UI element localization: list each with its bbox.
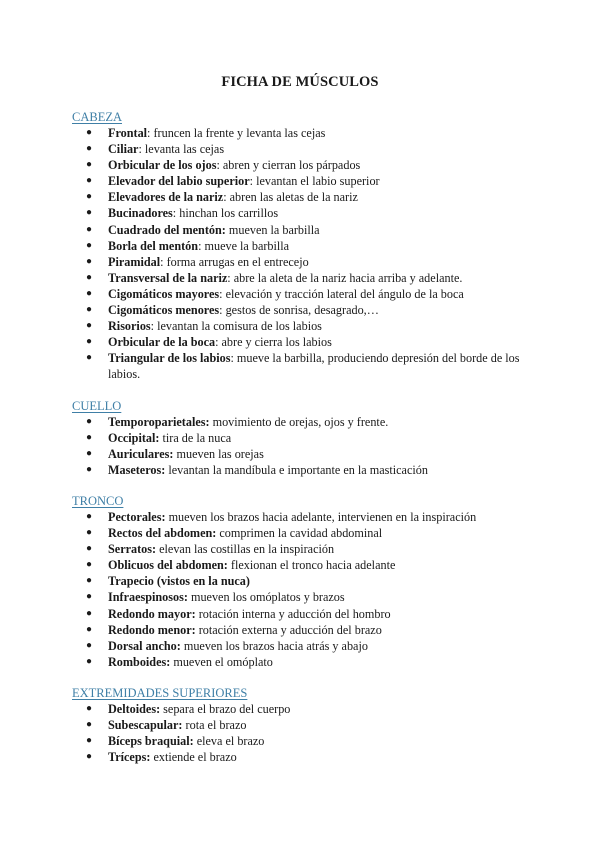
muscle-name: Redondo menor: bbox=[108, 622, 196, 637]
muscle-name: Redondo mayor: bbox=[108, 606, 196, 621]
muscle-description: : mueve la barbilla bbox=[198, 238, 290, 253]
list-item bbox=[72, 254, 542, 270]
list-item bbox=[72, 525, 542, 541]
section-heading-extremidades-superiores: EXTREMIDADES SUPERIORES bbox=[72, 686, 248, 700]
page-title: FICHA DE MÚSCULOS bbox=[221, 74, 379, 90]
muscle-list-cabeza bbox=[72, 125, 542, 383]
muscle-description: : levantan el labio superior bbox=[249, 174, 380, 189]
list-item bbox=[72, 270, 542, 286]
muscle-name: Auriculares: bbox=[108, 447, 174, 462]
muscle-description: rotación interna y aducción del hombro bbox=[195, 606, 391, 621]
muscle-name: Romboides: bbox=[108, 654, 171, 669]
muscle-name: Occipital: bbox=[108, 431, 160, 446]
muscle-description: : forma arrugas en el entrecejo bbox=[160, 254, 309, 269]
muscle-name: Temporoparietales: bbox=[108, 415, 210, 429]
list-item bbox=[72, 509, 542, 525]
list-item bbox=[72, 541, 542, 557]
bullet-icon: ● bbox=[86, 703, 93, 714]
list-item bbox=[72, 350, 528, 382]
muscle-name: Risorios bbox=[108, 319, 151, 334]
muscle-name: Orbicular de los ojos bbox=[108, 158, 217, 173]
bullet-icon: ● bbox=[86, 719, 93, 731]
muscle-name: Cigomáticos menores bbox=[108, 303, 220, 318]
section-heading-tronco: TRONCO bbox=[72, 494, 124, 508]
list-item bbox=[72, 286, 542, 302]
muscle-description: : levantan la comisura de los labios bbox=[150, 319, 322, 334]
muscle-description: flexionan el tronco hacia adelante bbox=[227, 558, 396, 573]
muscle-list-tronco bbox=[72, 509, 542, 670]
list-item bbox=[72, 222, 542, 238]
muscle-name: Piramidal bbox=[108, 254, 161, 269]
list-item bbox=[72, 557, 542, 573]
muscle-description: mueven la barbilla bbox=[225, 222, 320, 237]
section-cabeza bbox=[72, 110, 542, 383]
bullet-icon: ● bbox=[86, 623, 93, 635]
section-tronco bbox=[72, 494, 542, 670]
bullet-icon: ● bbox=[86, 639, 93, 651]
section-heading-cuello: CUELLO bbox=[72, 399, 122, 413]
muscle-description: rotación externa y aducción del brazo bbox=[195, 622, 382, 637]
bullet-icon: ● bbox=[86, 352, 93, 364]
bullet-icon: ● bbox=[86, 527, 93, 539]
muscle-name: Dorsal ancho: bbox=[108, 638, 181, 653]
muscle-description: : abre y cierra los labios bbox=[215, 335, 332, 350]
muscle-description: mueven el omóplato bbox=[170, 654, 273, 669]
list-item bbox=[72, 157, 542, 173]
bullet-icon: ● bbox=[86, 191, 93, 203]
muscle-name: Frontal bbox=[108, 126, 148, 140]
bullet-icon: ● bbox=[86, 255, 93, 267]
muscle-description: eleva el brazo bbox=[193, 734, 265, 749]
muscle-name: Elevadores de la nariz bbox=[108, 190, 224, 205]
bullet-icon: ● bbox=[86, 655, 93, 667]
muscle-name: Trapecio (vistos en la nuca) bbox=[108, 574, 250, 589]
list-item bbox=[72, 749, 542, 765]
muscle-name: Infraespinosos: bbox=[108, 590, 188, 605]
muscle-name: Maseteros: bbox=[108, 463, 166, 478]
section-cuello bbox=[72, 399, 542, 478]
muscle-name: Tríceps: bbox=[108, 750, 151, 765]
bullet-icon: ● bbox=[86, 207, 93, 219]
bullet-icon: ● bbox=[86, 159, 93, 171]
muscle-description: rota el brazo bbox=[182, 718, 247, 733]
bullet-icon: ● bbox=[86, 591, 93, 603]
bullet-icon: ● bbox=[86, 304, 93, 316]
list-item bbox=[72, 205, 542, 221]
bullet-icon: ● bbox=[86, 575, 93, 587]
muscle-name: Orbicular de la boca bbox=[108, 335, 216, 350]
list-item bbox=[72, 189, 542, 205]
list-item bbox=[72, 733, 542, 749]
muscle-description: : elevación y tracción lateral del ángulo de la boca bbox=[219, 286, 464, 301]
bullet-icon: ● bbox=[86, 511, 93, 522]
muscle-name: Rectos del abdomen: bbox=[108, 526, 217, 541]
muscle-description: levantan la mandíbula e importante en la masticación bbox=[165, 463, 428, 478]
muscle-name: Subescapular: bbox=[108, 718, 183, 733]
muscle-name: Triangular de los labios bbox=[108, 351, 231, 366]
list-item bbox=[72, 141, 542, 157]
list-item bbox=[72, 334, 542, 350]
muscle-name: Deltoides: bbox=[108, 702, 161, 716]
muscle-list-extremidades-superiores bbox=[72, 701, 542, 765]
muscle-description: mueven los omóplatos y brazos bbox=[187, 590, 345, 605]
bullet-icon: ● bbox=[86, 448, 93, 460]
bullet-icon: ● bbox=[86, 320, 93, 332]
muscle-description: separa el brazo del cuerpo bbox=[160, 702, 291, 716]
bullet-icon: ● bbox=[86, 287, 93, 299]
muscle-name: Oblicuos del abdomen: bbox=[108, 558, 228, 573]
muscle-list-cuello bbox=[72, 414, 542, 478]
section-extremidades-superiores bbox=[72, 686, 542, 765]
list-item bbox=[72, 318, 542, 334]
bullet-icon: ● bbox=[86, 559, 93, 571]
list-item bbox=[72, 173, 542, 189]
muscle-description: : abren las aletas de la nariz bbox=[223, 190, 358, 205]
bullet-icon: ● bbox=[86, 175, 93, 187]
list-item bbox=[72, 717, 542, 733]
muscle-description: mueven las orejas bbox=[173, 447, 264, 462]
muscle-name: Pectorales: bbox=[108, 510, 166, 524]
list-item bbox=[72, 573, 542, 589]
list-item bbox=[72, 414, 542, 430]
bullet-icon: ● bbox=[86, 143, 93, 155]
muscle-description: mueven los brazos hacia atrás y abajo bbox=[180, 638, 368, 653]
bullet-icon: ● bbox=[86, 271, 93, 283]
list-item bbox=[72, 125, 542, 141]
bullet-icon: ● bbox=[86, 127, 93, 138]
muscle-description: : hinchan los carrillos bbox=[172, 206, 279, 221]
muscle-description: mueven los brazos hacia adelante, intervienen en la inspiración bbox=[165, 510, 477, 524]
muscle-description: : levanta las cejas bbox=[138, 142, 225, 157]
muscle-description: : abre la aleta de la nariz hacia arriba y adelante. bbox=[227, 270, 463, 285]
bullet-icon: ● bbox=[86, 543, 93, 555]
muscle-description: extiende el brazo bbox=[150, 750, 237, 765]
list-item bbox=[72, 701, 542, 717]
muscle-name: Ciliar bbox=[108, 142, 139, 157]
muscle-description: : mueve la barbilla, produciendo depresión del borde de los labios. bbox=[108, 351, 520, 382]
bullet-icon: ● bbox=[86, 432, 93, 444]
muscle-name: Bucinadores bbox=[108, 206, 173, 221]
list-item bbox=[72, 654, 542, 670]
muscle-description: elevan las costillas en la inspiración bbox=[156, 542, 335, 557]
list-item bbox=[72, 446, 542, 462]
list-item bbox=[72, 430, 542, 446]
list-item bbox=[72, 622, 542, 638]
muscle-description: movimiento de orejas, ojos y frente. bbox=[209, 415, 389, 429]
section-heading-cabeza: CABEZA bbox=[72, 110, 122, 124]
list-item bbox=[72, 302, 542, 318]
list-item bbox=[72, 238, 542, 254]
bullet-icon: ● bbox=[86, 735, 93, 747]
bullet-icon: ● bbox=[86, 239, 93, 251]
muscle-name: Serratos: bbox=[108, 542, 157, 557]
bullet-icon: ● bbox=[86, 464, 93, 476]
bullet-icon: ● bbox=[86, 223, 93, 235]
bullet-icon: ● bbox=[86, 416, 93, 427]
muscle-name: Transversal de la nariz bbox=[108, 270, 228, 285]
bullet-icon: ● bbox=[86, 336, 93, 348]
list-item bbox=[72, 606, 542, 622]
bullet-icon: ● bbox=[86, 607, 93, 619]
muscle-name: Elevador del labio superior bbox=[108, 174, 250, 189]
muscle-name: Cuadrado del mentón: bbox=[108, 222, 226, 237]
muscle-name: Borla del mentón bbox=[108, 238, 199, 253]
muscle-description: comprimen la cavidad abdominal bbox=[216, 526, 383, 541]
muscle-name: Bíceps braquial: bbox=[108, 734, 194, 749]
bullet-icon: ● bbox=[86, 751, 93, 763]
muscle-description: : abren y cierran los párpados bbox=[216, 158, 361, 173]
list-item bbox=[72, 589, 542, 605]
muscle-description: : gestos de sonrisa, desagrado,… bbox=[219, 303, 379, 318]
muscle-description: : fruncen la frente y levanta las cejas bbox=[147, 126, 326, 140]
list-item bbox=[72, 462, 542, 478]
list-item bbox=[72, 638, 542, 654]
muscle-description: tira de la nuca bbox=[159, 431, 232, 446]
muscle-name: Cigomáticos mayores bbox=[108, 286, 220, 301]
